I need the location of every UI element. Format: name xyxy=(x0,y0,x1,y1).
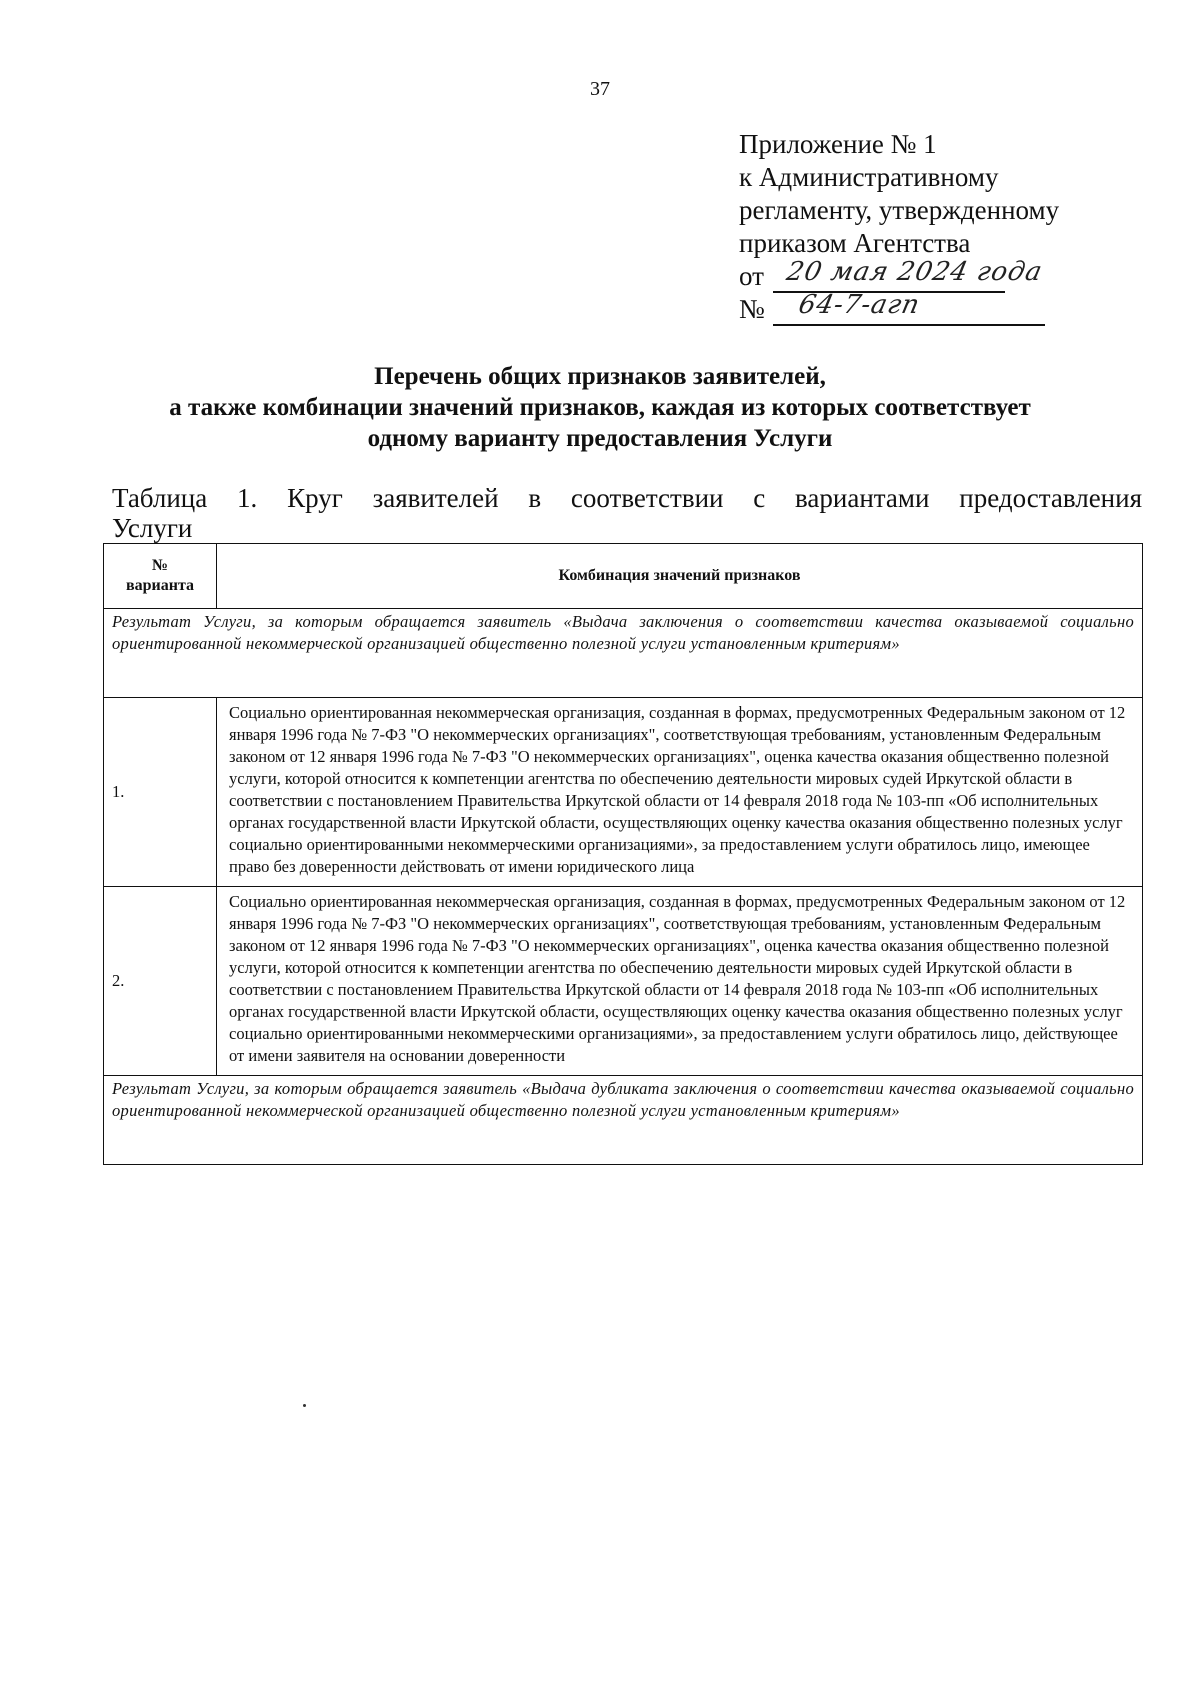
date-prefix: от xyxy=(739,261,764,291)
variants-table xyxy=(103,543,1143,1165)
result-text-2: Результат Услуги, за которым обращается заявитель «Выдача дубликата заключения о соответствии качества оказываемой социально ориентированной некоммерческой организацией общественно полезной услуги установленным критериям» xyxy=(104,1076,1143,1165)
table-row xyxy=(104,698,1143,887)
header-variant-number xyxy=(104,544,217,609)
variant-number-2: 2. xyxy=(104,887,217,1076)
scan-speck xyxy=(303,1404,306,1407)
result-row-2 xyxy=(104,1076,1143,1165)
appendix-block xyxy=(739,128,1059,326)
appendix-line-1: Приложение № 1 xyxy=(739,129,937,159)
result-row-1 xyxy=(104,609,1143,698)
title-line-1: Перечень общих признаков заявителей, xyxy=(374,363,826,390)
title-line-3: одному варианту предоставления Услуги xyxy=(367,425,833,452)
header-combination: Комбинация значений признаков xyxy=(217,544,1143,609)
number-underline xyxy=(773,324,1045,326)
appendix-line-2: к Административному xyxy=(739,162,999,192)
handwritten-date: 20 мая 2024 года xyxy=(783,257,1046,287)
result-text-1: Результат Услуги, за которым обращается заявитель «Выдача заключения о соответствии качества оказываемой социально ориентированной некоммерческой организацией общественно полезной услуги установленным критериям» xyxy=(104,609,1143,698)
variant-description-1: Социально ориентированная некоммерческая организация, созданная в формах, предусмотренных Федеральным законом от 12 января 1996 года № 7-ФЗ "О некоммерческих организациях", соответствующая требованиям, установленным Федеральным законом от 12 января 1996 года № 7-ФЗ "О некоммерческих организациях", оценка качества оказания общественно полезной услуги, которой относится к компетенции агентства по обеспечению деятельности мировых судей Иркутской области в соответствии с постановлением Правительства Иркутской области от 14 февраля 2018 года № 103-пп «Об исполнительных органах государственной власти Иркутской области, осуществляющих оценку качества оказания общественно полезных услуг социально ориентированными некоммерческими организациями», за предоставлением услуги обратилось лицо, имеющее право без доверенности действовать от имени юридического лица xyxy=(217,698,1143,887)
number-prefix: № xyxy=(739,294,765,324)
table-caption-line-2: Услуги xyxy=(112,513,193,543)
title-line-2: а также комбинации значений признаков, каждая из которых соответствует xyxy=(169,394,1031,421)
header-num-symbol: № xyxy=(151,557,169,574)
header-num-label: варианта xyxy=(125,577,195,594)
appendix-number-line xyxy=(739,290,1059,326)
variant-description-2: Социально ориентированная некоммерческая организация, созданная в формах, предусмотренных Федеральным законом от 12 января 1996 года № 7-ФЗ "О некоммерческих организациях", соответствующая требованиям, установленным Федеральным законом от 12 января 1996 года № 7-ФЗ "О некоммерческих организациях", оценка качества оказания общественно полезной услуги, которой относится к компетенции агентства по обеспечению деятельности мировых судей Иркутской области в соответствии с постановлением Правительства Иркутской области от 14 февраля 2018 года № 103-пп «Об исполнительных органах государственной власти Иркутской области, осуществляющих оценку качества оказания общественно полезных услуг социально ориентированными некоммерческими организациями», за предоставлением услуги обратилось лицо, действующее от имени заявителя на основании доверенности xyxy=(217,887,1143,1076)
table-caption-line-1: Таблица 1. Круг заявителей в соответствии с вариантами предоставления xyxy=(112,483,1142,513)
appendix-line-3: регламенту, утвержденному xyxy=(739,195,1060,225)
page-number: 37 xyxy=(590,78,610,100)
variant-number-1: 1. xyxy=(104,698,217,887)
handwritten-number: 64-7-агп xyxy=(795,290,923,320)
document-title xyxy=(100,361,1100,454)
table-header-row xyxy=(104,544,1143,609)
appendix-line-4: приказом Агентства xyxy=(739,228,971,258)
table-row xyxy=(104,887,1143,1076)
